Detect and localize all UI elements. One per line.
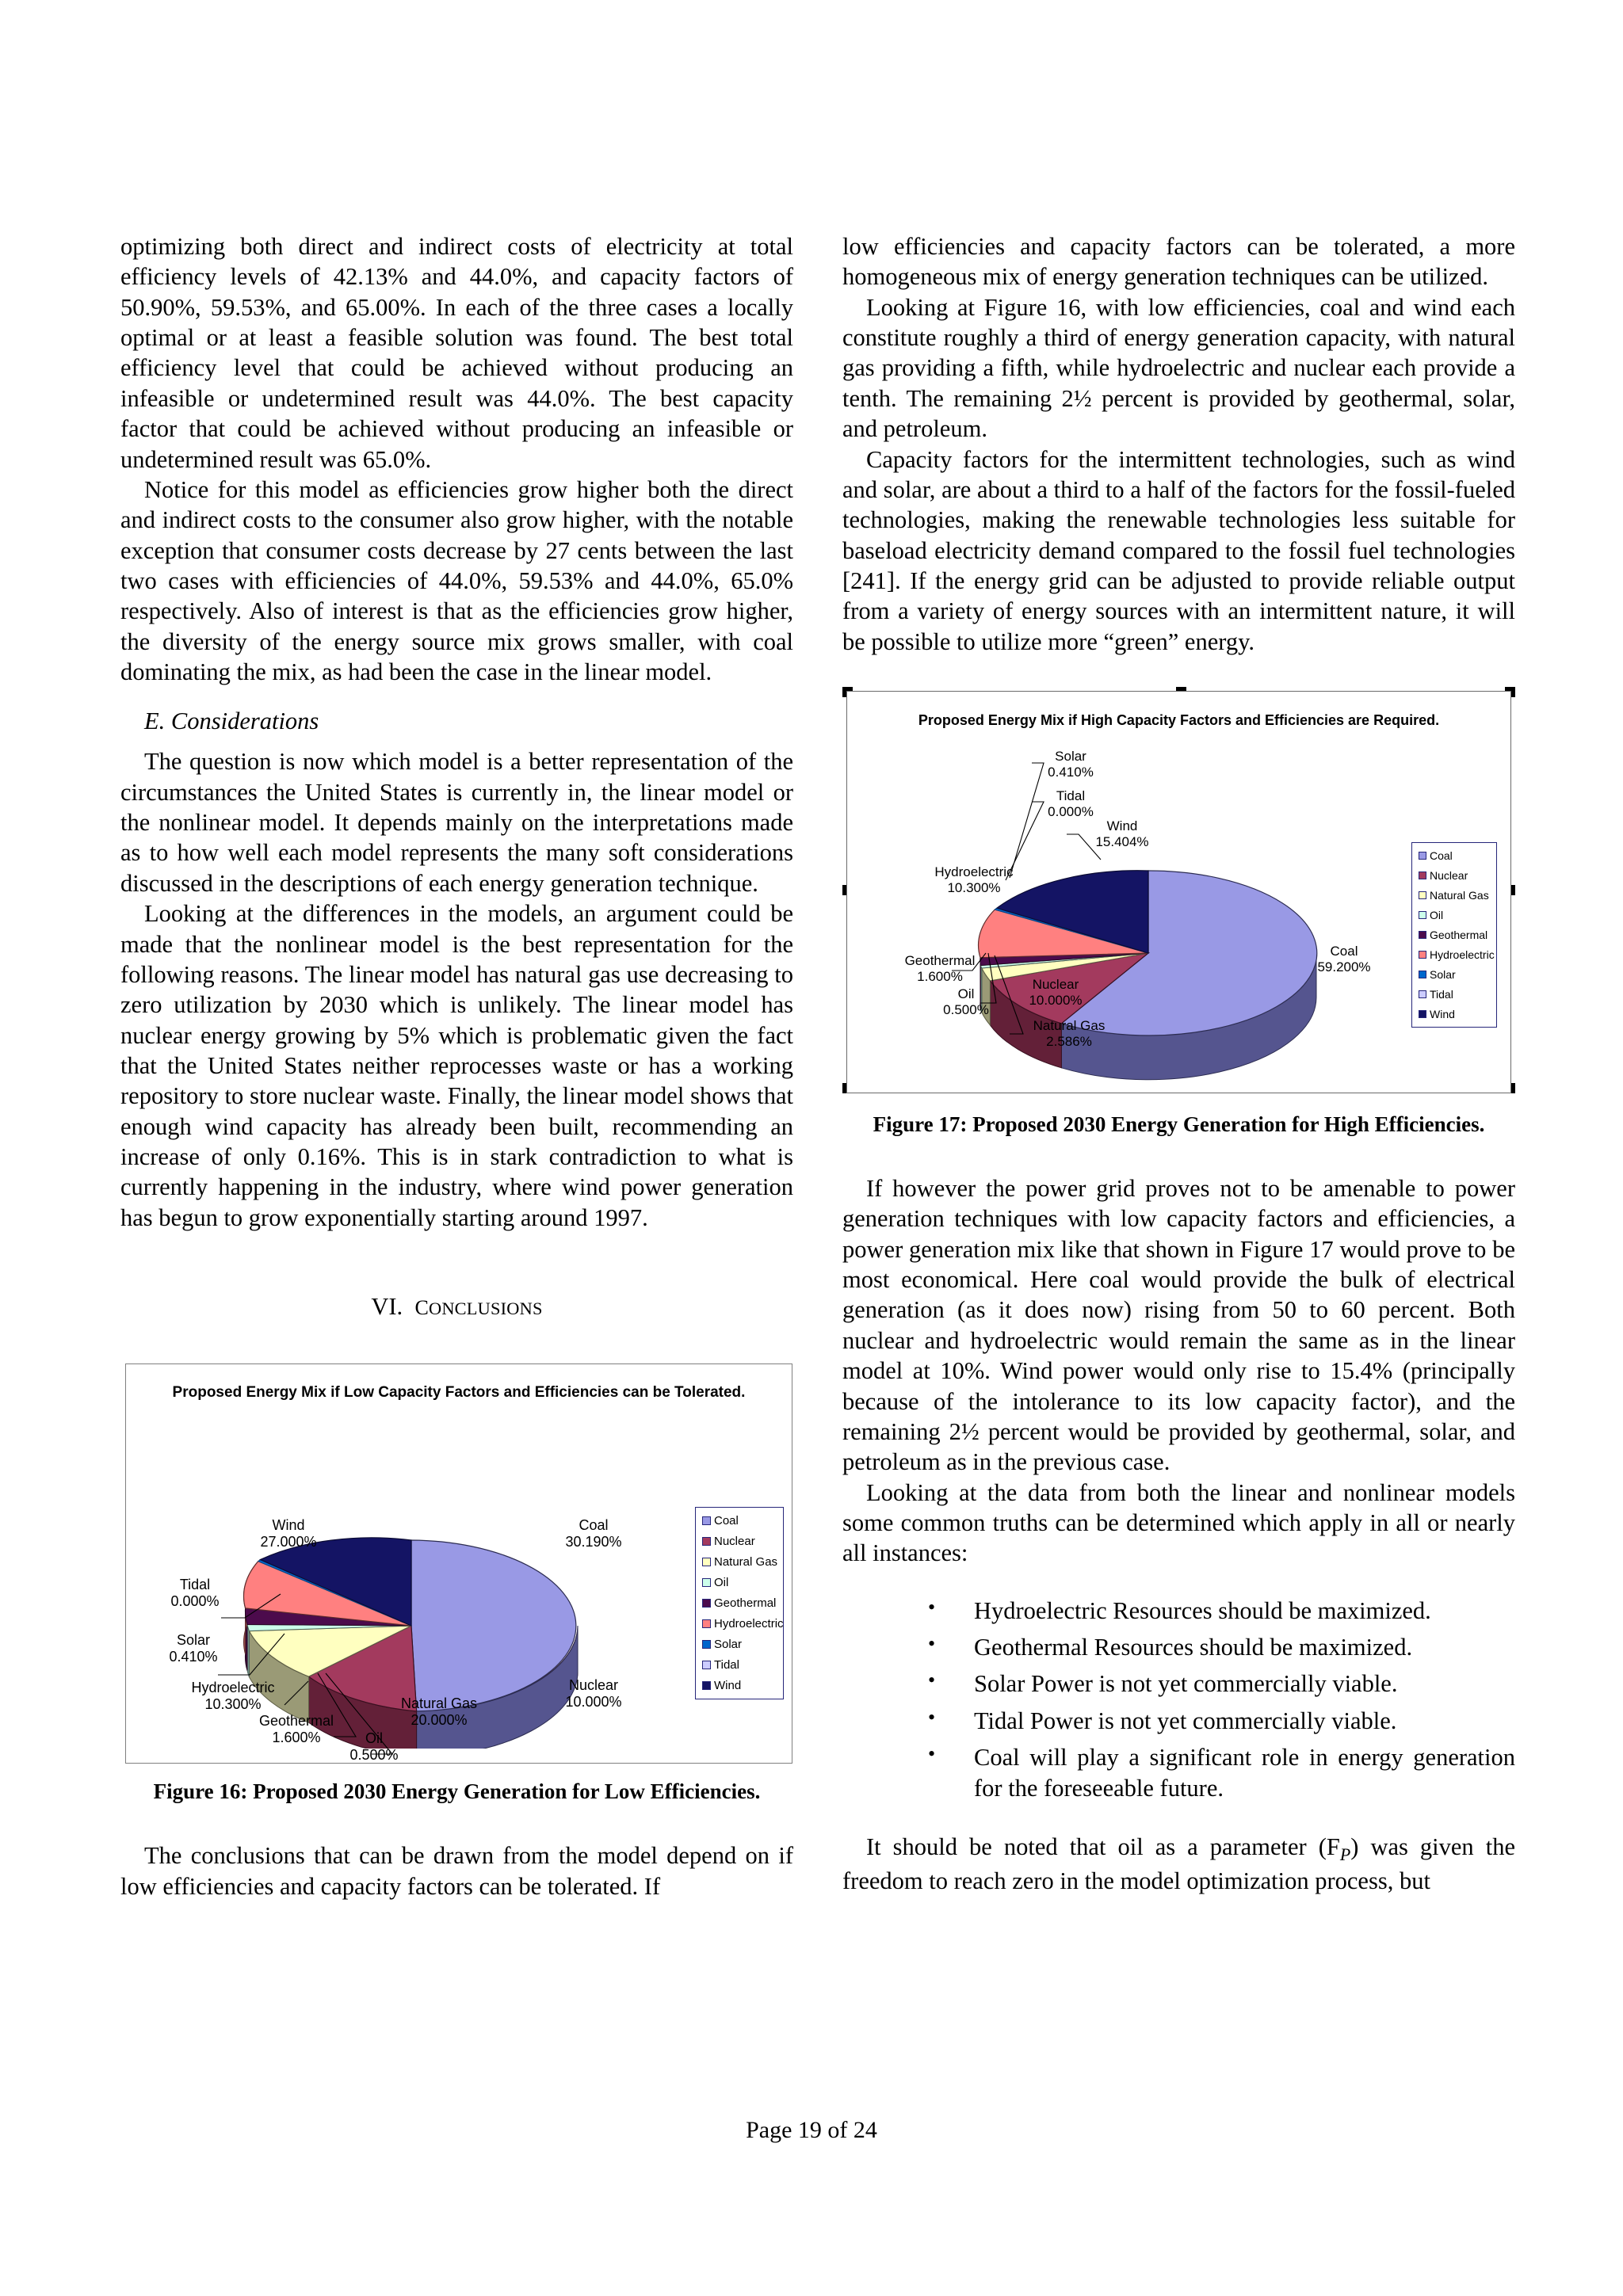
list-item: • Geothermal Resources should be maximized. (928, 1632, 1515, 1662)
figure16-legend-label-tidal: Tidal (714, 1658, 739, 1672)
coal-color-swatch-icon (702, 1516, 711, 1525)
paragraph: low efficiencies and capacity factors can be tolerated, a more homogeneous mix of energy generation techniques can be utilized. (842, 233, 1515, 291)
figure16-label-hydroelectric-name: Hydroelectric (191, 1680, 275, 1696)
figure16-chart[interactable] (125, 1363, 792, 1764)
geothermal-color-swatch-icon (702, 1599, 711, 1608)
figure17-legend-label-geothermal: Geothermal (1430, 929, 1488, 942)
final-paragraph-part1: It should be noted that oil as a parameter (F (866, 1833, 1340, 1860)
figure17-label-natural-gas-name: Natural Gas (1033, 1018, 1106, 1034)
figure17-label-hydroelectric (911, 864, 1037, 896)
geothermal-color-swatch-icon (1419, 931, 1426, 939)
figure17-label-nuclear-name: Nuclear (1032, 977, 1079, 993)
figure16-legend-item-natural-gas[interactable] (702, 1555, 777, 1569)
figure16-label-solar-name: Solar (176, 1632, 211, 1649)
figure16-legend-label-solar: Solar (714, 1638, 743, 1652)
paragraph: If however the power grid proves not to be amenable to power generation techniques with low capacity factors and efficiencies, a power generation mix like that shown in Figure 17 would prove to be most economical. Here coal would provide the bulk of electrical generation (as it does now) rising from 50 to 60 percent. Both nuclear and hydroelectric would remain the same as in the linear model at 10%. Wind power would only rise to 15.4% (principally because of the intolerance to its low capacity factor), and the remaining 2½ percent would be provided by geothermal, solar, and petroleum as in the previous case. (842, 1175, 1515, 1476)
figure16-label-coal-name: Coal (579, 1517, 609, 1534)
figure16-legend-label-geothermal: Geothermal (714, 1596, 777, 1611)
figure17-legend[interactable] (1411, 842, 1497, 1028)
figure16-legend-item-oil[interactable] (702, 1576, 777, 1589)
figure17-label-coal-value: 59.200% (1317, 959, 1371, 975)
oil-color-swatch-icon (1419, 911, 1426, 919)
list-item: • Tidal Power is not yet commercially viable. (928, 1706, 1515, 1736)
figure17-legend-item-oil[interactable] (1419, 909, 1491, 921)
final-paragraph-part2: ) was given the freedom to reach zero in the model optimization process, but (842, 1833, 1515, 1894)
figure16-legend[interactable] (695, 1507, 784, 1699)
figure16-label-coal-value: 30.190% (565, 1534, 622, 1550)
figure16-label-wind-name: Wind (272, 1517, 305, 1534)
figure16-label-coal (542, 1517, 645, 1550)
figure17-legend-item-wind[interactable] (1419, 1008, 1491, 1020)
figure16-label-natural-gas-value: 20.000% (411, 1712, 468, 1729)
wind-color-swatch-icon (702, 1681, 711, 1690)
figure17-label-solar (1023, 749, 1118, 780)
figure16-chart-title: Proposed Energy Mix if Low Capacity Factors and Efficiencies can be Tolerated. (172, 1384, 746, 1402)
figure16-label-geothermal-value: 1.600% (272, 1730, 321, 1746)
figure17-caption: Figure 17: Proposed 2030 Energy Generation for High Efficiencies. (873, 1112, 1485, 1137)
figure16-label-geothermal-name: Geothermal (258, 1713, 334, 1730)
figure16-label-oil (330, 1730, 418, 1764)
figure16-legend-item-tidal[interactable] (702, 1658, 777, 1672)
natural-gas-color-swatch-icon (1419, 891, 1426, 899)
figure16-container (120, 1363, 793, 1807)
figure17-legend-item-tidal[interactable] (1419, 988, 1491, 1001)
figure17-legend-label-tidal: Tidal (1430, 988, 1453, 1001)
figure17-label-hydroelectric-name: Hydroelectric (934, 864, 1014, 880)
figure17-legend-label-wind: Wind (1430, 1008, 1455, 1021)
figure17-legend-item-natural-gas[interactable] (1419, 889, 1491, 902)
figure17-label-oil (922, 986, 1010, 1018)
figure16-label-oil-name: Oil (365, 1730, 383, 1747)
list-item: • Coal will play a significant role in energy generation for the foreseeable future. (928, 1742, 1515, 1803)
paragraph-final (842, 1832, 1515, 1896)
figure17-label-coal-name: Coal (1330, 944, 1358, 959)
figure17-legend-label-natural-gas: Natural Gas (1430, 889, 1489, 902)
figure17-label-wind-value: 15.404% (1095, 834, 1149, 850)
figure17-legend-item-nuclear[interactable] (1419, 869, 1491, 882)
figure16-label-tidal-value: 0.000% (170, 1593, 220, 1610)
figure17-label-solar-name: Solar (1055, 749, 1086, 765)
nuclear-color-swatch-icon (1419, 871, 1426, 879)
figure17-chart-title: Proposed Energy Mix if High Capacity Factors and Efficiencies are Required. (918, 712, 1440, 729)
figure17-legend-label-hydroelectric: Hydroelectric (1430, 948, 1495, 962)
figure17-label-geothermal-value: 1.600% (917, 969, 963, 985)
figure16-label-wind (237, 1517, 340, 1550)
figure17-label-wind (1071, 818, 1174, 850)
tidal-color-swatch-icon (702, 1661, 711, 1669)
conclusions-heading-text: CONCLUSIONS (414, 1296, 543, 1320)
figure17-legend-item-hydroelectric[interactable] (1419, 948, 1495, 962)
figure17-label-geothermal-name: Geothermal (904, 953, 976, 969)
figure16-legend-item-wind[interactable] (702, 1679, 777, 1692)
left-column (120, 231, 793, 1901)
figure17-legend-item-geothermal[interactable] (1419, 929, 1491, 941)
figure16-label-natural-gas (372, 1695, 506, 1729)
figure16-legend-item-nuclear[interactable] (702, 1535, 777, 1548)
figure17-legend-label-nuclear: Nuclear (1430, 869, 1468, 883)
final-paragraph-subscript: P (1339, 1844, 1351, 1864)
figure16-label-solar-value: 0.410% (169, 1649, 218, 1665)
section-heading: E. Considerations (144, 707, 319, 735)
wind-color-swatch-icon (1419, 1010, 1426, 1018)
hydroelectric-color-swatch-icon (702, 1619, 711, 1628)
figure17-label-tidal (1023, 788, 1118, 820)
figure16-legend-label-natural-gas: Natural Gas (714, 1555, 778, 1569)
figure17-label-solar-value: 0.410% (1048, 765, 1094, 780)
figure17-label-hydroelectric-value: 10.300% (947, 880, 1001, 896)
figure16-label-oil-value: 0.500% (349, 1747, 399, 1764)
figure17-label-oil-name: Oil (957, 986, 975, 1002)
figure16-legend-label-oil: Oil (714, 1576, 729, 1590)
paragraph: The question is now which model is a better representation of the circumstances the United States is currently in, the linear model or the nonlinear model. It depends mainly on the interpretations made as to how well each model represents the many soft considerations discussed in the descriptions of each energy generation technique. (120, 748, 793, 897)
figure16-legend-item-solar[interactable] (702, 1638, 777, 1651)
figure16-label-wind-value: 27.000% (260, 1534, 317, 1550)
tidal-color-swatch-icon (1419, 990, 1426, 998)
figure16-legend-label-hydroelectric: Hydroelectric (714, 1617, 784, 1631)
figure17-label-natural-gas-value: 2.586% (1046, 1034, 1092, 1050)
list-item: • Solar Power is not yet commercially viable. (928, 1669, 1515, 1699)
figure16-label-tidal-name: Tidal (179, 1577, 211, 1593)
figure17-legend-item-coal[interactable] (1419, 849, 1491, 862)
figure17-chart[interactable] (846, 691, 1511, 1093)
conclusions-heading (120, 1293, 793, 1321)
figure17-label-geothermal (880, 953, 999, 985)
figure16-legend-label-wind: Wind (714, 1679, 742, 1693)
page-footer: Page 19 of 24 (746, 2117, 877, 2143)
figure17-legend-label-coal: Coal (1430, 849, 1453, 863)
paragraph: The conclusions that can be drawn from the model depend on if low efficiencies and capacity factors can be tolerated. If (120, 1842, 793, 1900)
figure16-label-nuclear-name: Nuclear (568, 1677, 619, 1694)
natural-gas-color-swatch-icon (702, 1558, 711, 1566)
figure16-label-nuclear (538, 1677, 649, 1711)
figure17-label-tidal-value: 0.000% (1048, 804, 1094, 820)
figure17-legend-label-oil: Oil (1430, 909, 1444, 922)
solar-color-swatch-icon (702, 1640, 711, 1649)
figure17-label-nuclear-value: 10.000% (1029, 993, 1083, 1009)
coal-color-swatch-icon (1419, 852, 1426, 860)
figure17-legend-item-solar[interactable] (1419, 968, 1491, 981)
figure16-label-solar (150, 1632, 237, 1665)
figure16-legend-label-nuclear: Nuclear (714, 1535, 755, 1549)
solar-color-swatch-icon (1419, 971, 1426, 978)
figure17-label-nuclear (1004, 977, 1107, 1009)
list-item: • Hydroelectric Resources should be maximized. (928, 1596, 1515, 1626)
oil-color-swatch-icon (702, 1578, 711, 1587)
right-column (842, 231, 1515, 1901)
figure16-label-hydroelectric (166, 1680, 300, 1713)
figure17-container (842, 687, 1515, 1138)
figure16-label-tidal (151, 1577, 239, 1610)
figure16-caption: Figure 16: Proposed 2030 Energy Generation for Low Efficiencies. (153, 1779, 761, 1804)
figure17-label-oil-value: 0.500% (943, 1002, 989, 1018)
paragraph: Looking at Figure 16, with low efficiencies, coal and wind each constitute roughly a third of energy generation capacity, with natural gas providing a fifth, while hydroelectric and nuclear each provide a tenth. The remaining 2½ percent is provided by geothermal, solar, and petroleum. (842, 293, 1515, 443)
hydroelectric-color-swatch-icon (1419, 951, 1426, 959)
paragraph: optimizing both direct and indirect costs of electricity at total efficiency levels of 42.13% and 44.0%, and capacity factors of 50.90%, 59.53%, and 65.00%. In each of the three cases a locally optimal or at least a feasible solution was found. The best total efficiency level that could be achieved without producing an infeasible or undetermined result was 44.0%. The best capacity factor that could be achieved without producing an infeasible or undetermined result was 65.0%. (120, 233, 793, 473)
figure16-legend-item-geothermal[interactable] (702, 1596, 777, 1610)
figure16-label-hydroelectric-value: 10.300% (204, 1696, 262, 1713)
figure17-label-tidal-name: Tidal (1056, 788, 1086, 804)
paragraph: Notice for this model as efficiencies grow higher both the direct and indirect costs to the consumer also grow higher, with the notable exception that consumer costs decrease by 27 cents between the last two cases with efficiencies of 44.0%, 59.53% and 44.0%, 65.0% respectively. Also of interest is that as the efficiencies grow higher, the diversity of the energy source mix grows smaller, with coal dominating the mix, as had been the case in the linear model. (120, 475, 793, 686)
figure16-legend-label-coal: Coal (714, 1514, 739, 1528)
figure17-label-wind-name: Wind (1106, 818, 1138, 834)
figure17-legend-label-solar: Solar (1430, 968, 1456, 982)
conclusions-heading-number: VI. (371, 1293, 403, 1321)
figure17-label-natural-gas (1006, 1018, 1132, 1050)
figure17-label-coal (1293, 944, 1396, 975)
nuclear-color-swatch-icon (702, 1537, 711, 1546)
figure16-legend-item-coal[interactable] (702, 1514, 777, 1527)
conclusions-bullet-list (842, 1596, 1515, 1803)
two-column-body (120, 231, 1515, 1901)
paragraph: Looking at the data from both the linear and nonlinear models some common truths can be determined which apply in all or nearly all instances: (842, 1478, 1515, 1567)
paragraph: Capacity factors for the intermittent technologies, such as wind and solar, are about a third to a half of the factors for the fossil-fueled technologies, making the renewable technologies less suitable for baseload electricity demand compared to the fossil fuel technologies [241]. If the energy grid can be adjusted to provide reliable output from a variety of energy sources with an intermittent nature, it will be possible to utilize more “green” energy. (842, 445, 1515, 655)
figure16-label-nuclear-value: 10.000% (565, 1694, 622, 1711)
paragraph: Looking at the differences in the models, an argument could be made that the nonlinear model is the best representation for the following reasons. The linear model has natural gas use decreasing to zero utilization by 2030 which is unlikely. The linear model has nuclear energy growing by 5% which is problematic given the fact that the United States neither reprocesses waste or has a working repository to store nuclear waste. Finally, the linear model shows that enough wind capacity has already been built, recommending an increase of only 0.16%. This is in stark contradiction to what is currently happening in the industry, where wind power generation has begun to grow exponentially starting around 1997. (120, 900, 793, 1231)
figure16-label-natural-gas-name: Natural Gas (400, 1695, 478, 1712)
figure16-legend-item-hydroelectric[interactable] (702, 1617, 784, 1631)
